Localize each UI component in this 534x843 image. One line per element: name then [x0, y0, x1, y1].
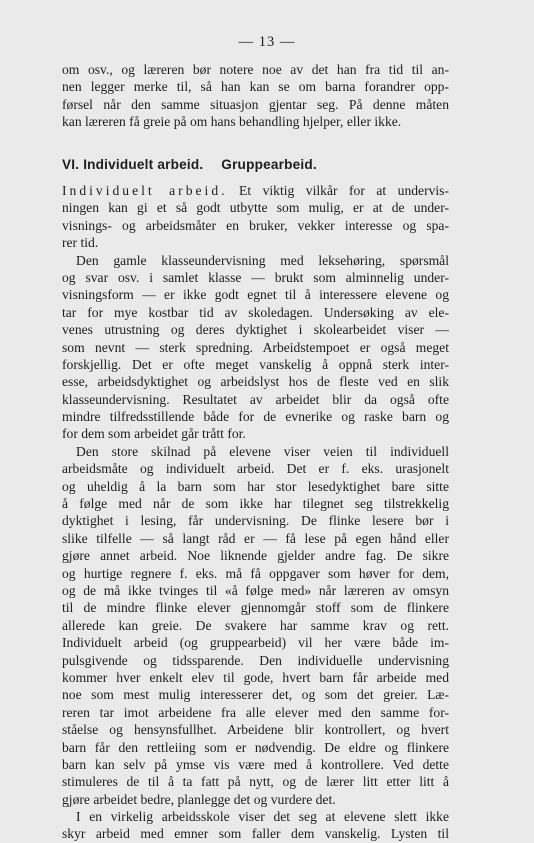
text-line: kommer hver enkelt elev til gode, hvert barn får arbeide med: [62, 669, 449, 685]
text-line: og svar osv. i samlet klasse — brukt som alminnelig under-: [62, 269, 449, 285]
text-line: og hurtige regnere f. eks. må få oppgaver som høver for dem,: [62, 565, 449, 581]
text-line: rer tid.: [62, 235, 99, 251]
text-line: pulsgivende og tidssparende. Den individuelle undervisning: [62, 652, 449, 668]
text-line: gjøre annet arbeid. Noe liknende gjelder andre fag. De sikre: [62, 548, 449, 564]
text-line: slike tilfelle — så langt råd er — få lese på egen hånd eller: [62, 530, 449, 546]
paragraph-top: [62, 61, 449, 131]
text-line: forskjellig. Det er ofte meget vanskelig å oppnå sterk inter-: [62, 356, 449, 372]
text-line: tar for mye kostbar tid av skoledagen. Undersøking av ele-: [62, 304, 449, 320]
page-number: — 13 —: [238, 34, 296, 50]
text-line: allerede kan greie. De svakere har samme krav og rett.: [62, 617, 449, 633]
text-line: dyktighet i lesing, får undervisning. De flinke lesere bør i: [62, 513, 449, 529]
text-line: visnings- og arbeidsmåter en bruker, vekker interesse og spa-: [62, 217, 449, 233]
text-line: esse, arbeidsdyktighet og arbeidslyst hos de fleste ved en slik: [62, 374, 449, 390]
text-line: gjøre arbeidet bedre, planlegge det og vurdere det.: [62, 791, 336, 807]
text-line: nen legger merke til, så han kan se om barna forandrer opp-: [62, 79, 449, 95]
lead-line-rest: Et viktig vilkår for at undervis-: [227, 183, 449, 198]
lead-word: Individuelt arbeid.: [62, 183, 228, 198]
text-line: til de mindre flinke elever gjennomgår stoff som de flinkere: [62, 600, 449, 616]
text-line: [62, 182, 449, 199]
text-line: som nevnt — sterk spredning. Arbeidstempoet er også meget: [62, 339, 449, 355]
text-line: visningsform — er ikke godt egnet til å interessere elevene og: [62, 287, 449, 303]
text-line: Den store skilnad på elevene viser veien til individuell: [76, 443, 449, 459]
text-line: å følge med når de som ikke har tilegnet seg tilstrekkelig: [62, 496, 449, 512]
text-line: om osv., og læreren bør notere noe av det han fra tid til an-: [62, 62, 449, 77]
section-heading: [62, 157, 317, 172]
text-line: og uheldig å la barn som har stor lesedyktighet bare sitte: [62, 478, 449, 494]
text-line: Individuelt arbeid (og gruppearbeid) vil her være både im-: [62, 635, 449, 651]
text-line: for dem som arbeidet går trått for.: [62, 426, 246, 442]
text-line: Den gamle klasseundervisning med leksehøring, spørsmål: [76, 252, 449, 268]
text-line: førsel når den samme situasjon gjentar seg. På denne måten: [62, 96, 449, 112]
text-line: reren tar imot arbeidene fra alle elever med den samme for-: [62, 704, 449, 720]
text-line: noe som mest mulig interesserer det, og som det greier. Læ-: [62, 687, 449, 703]
text-line: venes utrustning og deres dyktighet i skolearbeidet viser —: [62, 322, 449, 338]
body-text: [62, 182, 449, 843]
text-line: stimuleres de til å ta fatt på nytt, og de lærer litt etter litt å: [62, 774, 449, 790]
section-subtitle: Gruppearbeid.: [221, 157, 317, 172]
text-line: skyr arbeid med emner som faller dem vanskelig. Lysten til: [62, 826, 449, 842]
section-title: VI. Individuelt arbeid.: [62, 157, 204, 172]
text-line: barn kan selv på ymse vis være med å kontrollere. Ved dette: [62, 756, 449, 772]
text-line: kan læreren få greie på om hans behandling hjelper, eller ikke.: [62, 114, 402, 130]
text-line: og de må ikke tvinges til «å følge med» når læreren av omsyn: [62, 582, 449, 598]
text-line: I en virkelig arbeidsskole viser det seg at elevene slett ikke: [76, 809, 449, 825]
text-line: arbeidsmåte og individuelt arbeid. Det er f. eks. urasjonelt: [62, 461, 449, 477]
text-line: ståelse og hensynsfullhet. Arbeidene blir kontrollert, og hvert: [62, 722, 449, 738]
text-line: klasseundervisning. Resultatet av arbeidet blir da også ofte: [62, 391, 449, 407]
text-line: barn får den rettleiing som er nødvendig. De eldre og flinkere: [62, 739, 449, 755]
text-line: ningen kan gi et så godt utbytte som mulig, er at de under-: [62, 200, 449, 216]
text-line: mindre tilfredsstillende både for de evnerike og raske barn og: [62, 409, 449, 425]
